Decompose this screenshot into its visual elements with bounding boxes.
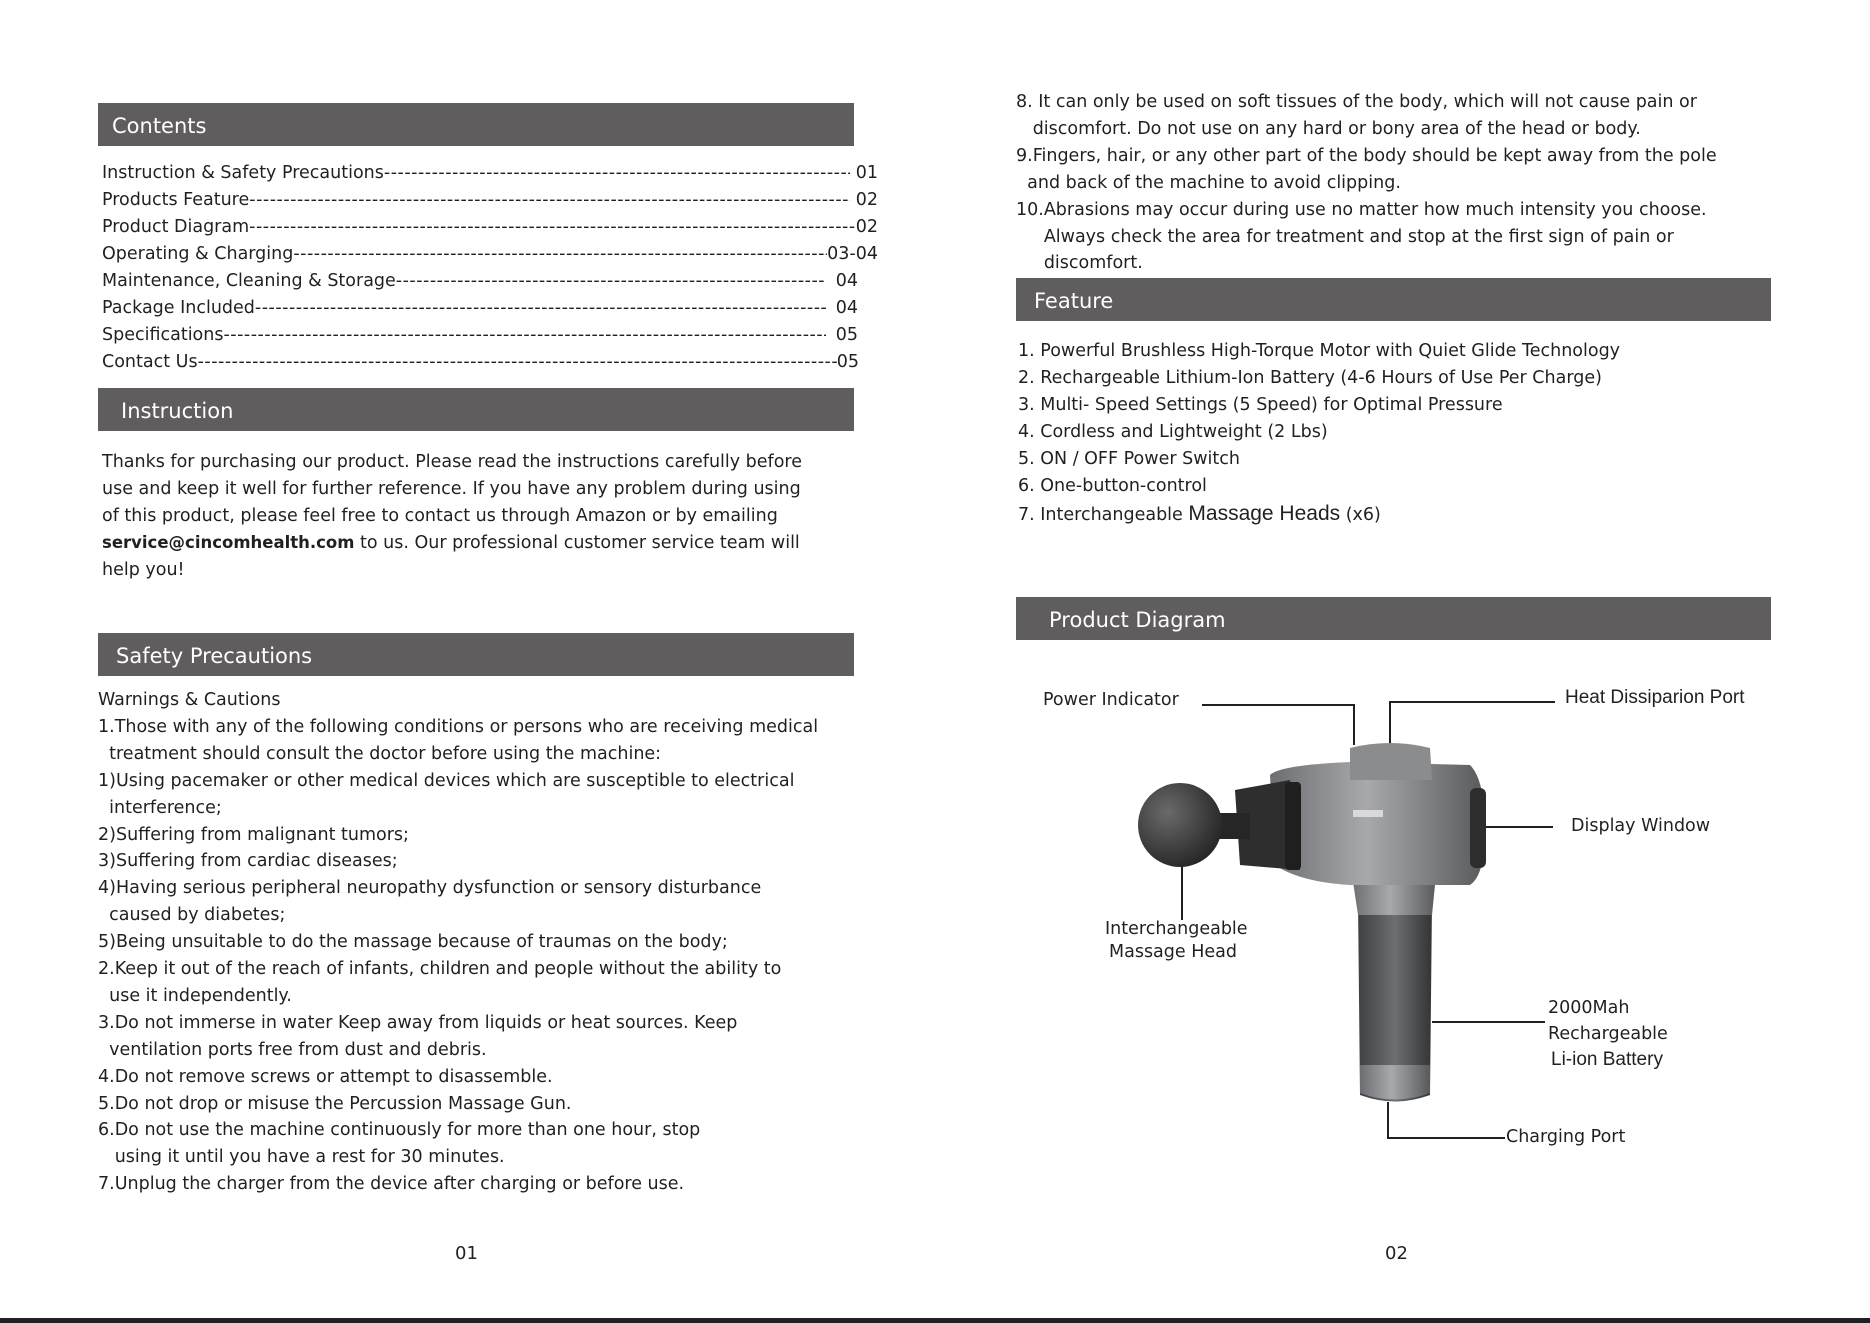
display-window-panel: [1470, 788, 1486, 868]
safety-line: use it independently.: [98, 985, 292, 1006]
toc-page: 04: [835, 298, 858, 318]
gun-body: [1270, 762, 1485, 885]
toc-page: 01: [855, 163, 878, 183]
precaution-line: and back of the machine to avoid clipping.: [1016, 172, 1401, 193]
neck-ring: [1285, 782, 1301, 870]
safety-line: 1)Using pacemaker or other medical devices which are susceptible to electrical: [98, 770, 795, 791]
toc-row: [102, 300, 858, 318]
feature-item: 7. Interchangeable Massage Heads (x6): [1018, 502, 1381, 525]
safety-line: 5.Do not drop or misuse the Percussion Massage Gun.: [98, 1093, 572, 1114]
precaution-line: discomfort. Do not use on any hard or bony area of the head or body.: [1016, 118, 1641, 139]
feature-item: 3. Multi- Speed Settings (5 Speed) for Optimal Pressure: [1018, 395, 1503, 415]
precaution-line: 10.Abrasions may occur during use no matter how much intensity you choose.: [1016, 199, 1707, 220]
label-battery-2: Rechargeable: [1548, 1024, 1668, 1044]
toc-label: Products Feature: [102, 190, 250, 210]
toc-row: [102, 273, 858, 291]
label-charging-port: Charging Port: [1506, 1127, 1626, 1147]
handle-bottom: [1360, 1065, 1430, 1100]
label-massage-head-2: Massage Head: [1109, 942, 1237, 962]
toc-row: [102, 246, 878, 264]
label-display-window: Display Window: [1571, 816, 1711, 836]
instruction-line-tail: to us. Our professional customer service team will: [354, 533, 800, 553]
toc-row: [102, 192, 878, 210]
support-email: service@cincomhealth.com: [102, 533, 355, 552]
contents-heading-bar: [98, 103, 854, 146]
safety-line: Warnings & Cautions: [98, 690, 281, 710]
safety-line: 5)Being unsuitable to do the massage because of traumas on the body;: [98, 932, 728, 953]
safety-line: 1.Those with any of the following conditions or persons who are receiving medical: [98, 716, 819, 737]
safety-line: using it until you have a rest for 30 minutes.: [98, 1147, 505, 1168]
label-battery-3: Li-ion Battery: [1551, 1049, 1663, 1070]
toc-page: 04: [835, 271, 858, 291]
toc-label: Contact Us: [102, 352, 198, 372]
feature-heading-bar: [1016, 278, 1771, 321]
safety-line: interference;: [98, 797, 222, 818]
safety-line: 4)Having serious peripheral neuropathy dysfunction or sensory disturbance: [98, 878, 762, 899]
diagram-heading-bar: [1016, 597, 1771, 640]
safety-line: ventilation ports free from dust and debris.: [98, 1039, 487, 1060]
instruction-line: [102, 535, 800, 553]
toc-label: Maintenance, Cleaning & Storage: [102, 271, 396, 291]
label-battery-1: 2000Mah: [1548, 998, 1630, 1018]
toc-label: Instruction & Safety Precautions: [102, 163, 384, 183]
feature-item: 2. Rechargeable Lithium-Ion Battery (4-6 Hours of Use Per Charge): [1018, 368, 1602, 388]
toc-page: 03-04: [827, 244, 878, 264]
top-port: [1350, 743, 1432, 780]
leader-heat-port: [1390, 702, 1555, 745]
safety-heading: Safety Precautions: [116, 643, 313, 668]
page-bottom-rule: [0, 1318, 1870, 1323]
instruction-line: use and keep it well for further reference. If you have any problem during using: [102, 479, 801, 499]
toc-page: 05: [835, 325, 858, 345]
toc-label: Operating & Charging: [102, 244, 294, 264]
safety-line: caused by diabetes;: [98, 905, 286, 926]
leader-charging-port: [1388, 1102, 1505, 1138]
leader-power-indicator: [1202, 705, 1354, 745]
feature-heading: Feature: [1034, 288, 1114, 313]
safety-line: 7.Unplug the charger from the device after charging or before use.: [98, 1174, 685, 1195]
toc-label: Specifications: [102, 325, 224, 345]
precaution-line: 8. It can only be used on soft tissues of the body, which will not cause pain or: [1016, 92, 1697, 112]
instruction-line: Thanks for purchasing our product. Please read the instructions carefully before: [102, 452, 802, 472]
toc-page: 02: [855, 217, 878, 237]
instruction-heading: Instruction: [121, 398, 234, 423]
toc-label: Product Diagram: [102, 217, 250, 237]
instruction-line: help you!: [102, 560, 185, 580]
safety-line: 3)Suffering from cardiac diseases;: [98, 851, 398, 872]
label-heat-dissipation-port: Heat Dissiparion Port: [1565, 687, 1745, 708]
logo-badge: [1353, 810, 1383, 817]
safety-line: 2.Keep it out of the reach of infants, children and people without the ability to: [98, 959, 782, 979]
toc-row: [102, 354, 859, 372]
safety-line: 4.Do not remove screws or attempt to disassemble.: [98, 1066, 553, 1087]
toc-row: [102, 165, 878, 183]
ball-head: [1138, 783, 1222, 867]
safety-line: 6.Do not use the machine continuously for more than one hour, stop: [98, 1120, 701, 1141]
precaution-line: Always check the area for treatment and stop at the first sign of pain or: [1016, 226, 1674, 247]
feature-item: 6. One-button-control: [1018, 476, 1207, 496]
contents-heading: Contents: [112, 113, 207, 138]
feature-item: 1. Powerful Brushless High-Torque Motor with Quiet Glide Technology: [1018, 341, 1621, 361]
toc-row: [102, 219, 878, 237]
toc-page: 02: [855, 190, 878, 210]
safety-line: 2)Suffering from malignant tumors;: [98, 824, 409, 845]
diagram-heading: Product Diagram: [1049, 607, 1226, 632]
precaution-line: 9.Fingers, hair, or any other part of the body should be kept away from the pole: [1016, 145, 1717, 166]
instruction-heading-bar: [98, 388, 854, 431]
safety-heading-bar: [98, 633, 854, 676]
toc-label: Package Included: [102, 298, 255, 318]
instruction-line: of this product, please feel free to contact us through Amazon or by emailing: [102, 506, 778, 526]
safety-line: 3.Do not immerse in water Keep away from liquids or heat sources. Keep: [98, 1012, 738, 1033]
feature-item: 4. Cordless and Lightweight (2 Lbs): [1018, 422, 1328, 442]
toc-page: 05: [836, 352, 859, 372]
toc-row: [102, 327, 858, 345]
label-power-indicator: Power Indicator: [1043, 690, 1179, 710]
safety-line: treatment should consult the doctor before using the machine:: [98, 743, 662, 764]
label-massage-head-1: Interchangeable: [1105, 919, 1248, 939]
page-number-left: 01: [455, 1243, 478, 1264]
precaution-line: discomfort.: [1016, 253, 1143, 274]
page-number-right: 02: [1385, 1243, 1408, 1264]
feature-item: 5. ON / OFF Power Switch: [1018, 449, 1240, 469]
